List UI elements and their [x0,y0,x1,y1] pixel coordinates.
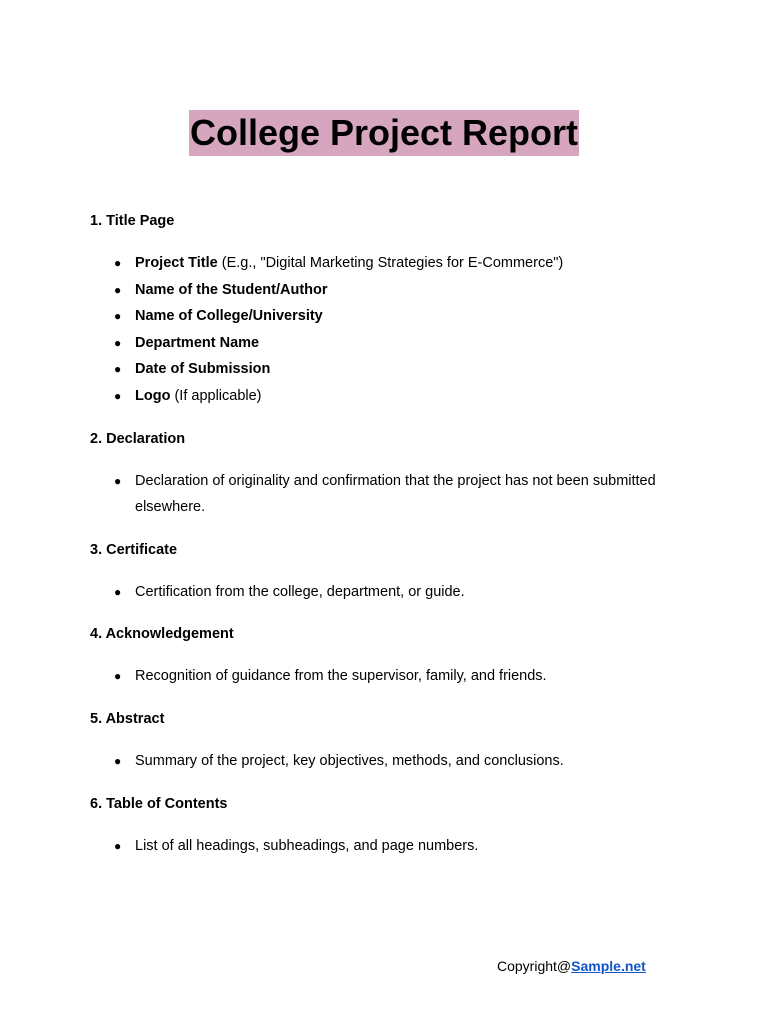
section-heading: 5. Abstract [90,710,165,727]
list-item [90,579,690,606]
section-heading: 6. Table of Contents [90,795,228,812]
section-title-page [90,208,690,410]
section-acknowledgement [90,621,690,690]
list-item [90,833,690,860]
item-bold-text: Date of Submission [135,361,271,378]
item-text: Recognition of guidance from the supervisor, family, and friends. [135,668,547,685]
list-item [90,663,690,690]
item-text: Declaration of originality and confirmation that the project has not been submitted elsewhere. [135,472,656,516]
bullet-list [90,748,690,775]
section-heading: 2. Declaration [90,430,186,447]
item-bold-text: Project Title [135,255,218,271]
section-heading: 3. Certificate [90,541,178,558]
bullet-icon: ● [114,753,122,768]
sample-net-link[interactable]: Sample.net [571,958,646,974]
section-declaration [90,426,690,521]
item-text: (E.g., "Digital Marketing Strategies for E-Commerce") [217,255,564,271]
bullet-icon: ● [114,388,122,403]
item-text: Certification from the college, department, or guide. [135,583,465,600]
section-abstract [90,706,690,775]
item-bold-text: Logo [135,387,171,404]
list-item [90,748,690,775]
section-heading: 1. Title Page [90,213,175,229]
bullet-icon: ● [114,669,122,684]
section-certificate [90,537,690,606]
bullet-icon: ● [114,256,122,270]
copyright-text: Copyright@ [497,958,572,974]
list-item [90,383,690,410]
bullet-icon: ● [114,282,122,297]
bullet-list [90,250,690,410]
bullet-list [90,833,690,860]
bullet-list [90,579,690,606]
bullet-icon: ● [114,362,122,377]
title-container [0,110,768,156]
bullet-list [90,468,690,521]
list-item [90,277,690,304]
item-text: List of all headings, subheadings, and page numbers. [135,837,479,854]
bullet-list [90,663,690,690]
section-table-of-contents [90,791,690,860]
bullet-icon: ● [114,584,122,599]
list-item [90,356,690,383]
list-item [90,250,690,277]
list-item [90,330,690,357]
document-body [90,208,690,875]
item-text: (If applicable) [170,387,262,404]
item-bold-text: Name of College/University [135,308,323,325]
section-heading: 4. Acknowledgement [90,626,234,643]
list-item [90,468,690,521]
item-text: Summary of the project, key objectives, methods, and conclusions. [135,752,564,769]
bullet-icon: ● [114,838,122,853]
document-title: College Project Report [189,110,579,156]
bullet-icon: ● [114,473,122,488]
item-bold-text: Department Name [135,334,260,351]
list-item [90,303,690,330]
item-bold-text: Name of the Student/Author [135,281,328,298]
copyright-footer [497,957,646,975]
bullet-icon: ● [114,335,122,350]
bullet-icon: ● [114,309,122,324]
